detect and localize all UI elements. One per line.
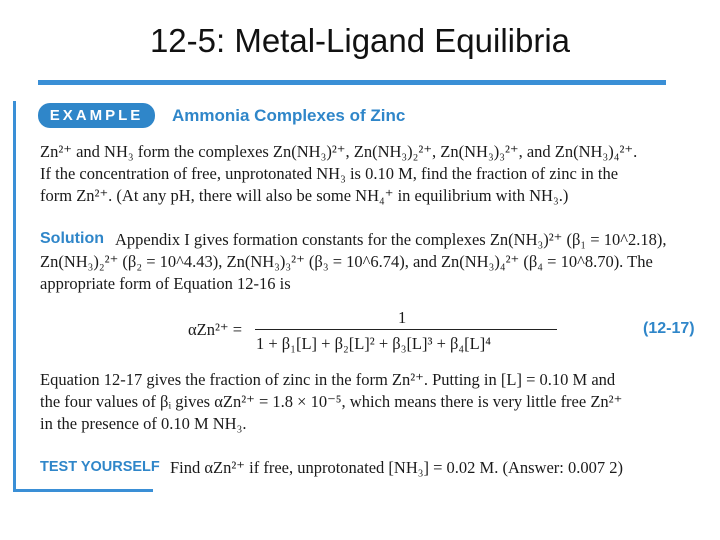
solution-line-3: appropriate form of Equation 12-16 is (40, 274, 291, 293)
test-yourself-label: TEST YOURSELF (40, 459, 160, 475)
test-yourself-text: Find αZn²⁺ if free, unprotonated [NH₃] = 0.02 M. (Answer: 0.007 2) (170, 458, 623, 477)
problem-line-2: If the concentration of free, unprotonated NH₃ is 0.10 M, find the fraction of zinc in the (40, 164, 619, 183)
result-line-3: in the presence of 0.10 M NH₃. (40, 414, 247, 433)
fraction-bar (255, 329, 557, 330)
equation-lhs: αZn²⁺ = (188, 320, 243, 339)
title-divider (38, 80, 666, 85)
problem-line-3: form Zn²⁺. (At any pH, there will also be some NH₄⁺ in equilibrium with NH₃.) (40, 186, 569, 205)
solution-line-1: Appendix I gives formation constants for the complexes Zn(NH₃)²⁺ (β₁ = 10^2.18), (115, 230, 667, 249)
result-line-2: the four values of βᵢ gives αZn²⁺ = 1.8 × 10⁻⁵, which means there is very little free Zn²⁺ (40, 392, 623, 411)
slide-title: 12-5: Metal-Ligand Equilibria (149, 22, 571, 59)
solution-label: Solution (40, 230, 104, 247)
equation-denominator: 1 + β₁[L] + β₂[L]² + β₃[L]³ + β₄[L]⁴ (256, 334, 491, 353)
example-heading: Ammonia Complexes of Zinc (172, 106, 406, 125)
problem-line-1: Zn²⁺ and NH₃ form the complexes Zn(NH₃)²⁺, Zn(NH₃)₂²⁺, Zn(NH₃)₃²⁺, and Zn(NH₃)₄²⁺. (40, 142, 638, 161)
equation-numerator: 1 (398, 308, 407, 327)
example-side-bar (13, 101, 16, 492)
equation-number: (12-17) (643, 320, 695, 337)
result-line-1: Equation 12-17 gives the fraction of zinc in the form Zn²⁺. Putting in [L] = 0.10 M and (40, 370, 616, 389)
solution-line-2: Zn(NH₃)₂²⁺ (β₂ = 10^4.43), Zn(NH₃)₃²⁺ (β₃ = 10^6.74), and Zn(NH₃)₄²⁺ (β₄ = 10^8.70). The (40, 252, 653, 271)
example-badge: EXAMPLE (38, 103, 155, 128)
example-bottom-rule (13, 489, 153, 492)
